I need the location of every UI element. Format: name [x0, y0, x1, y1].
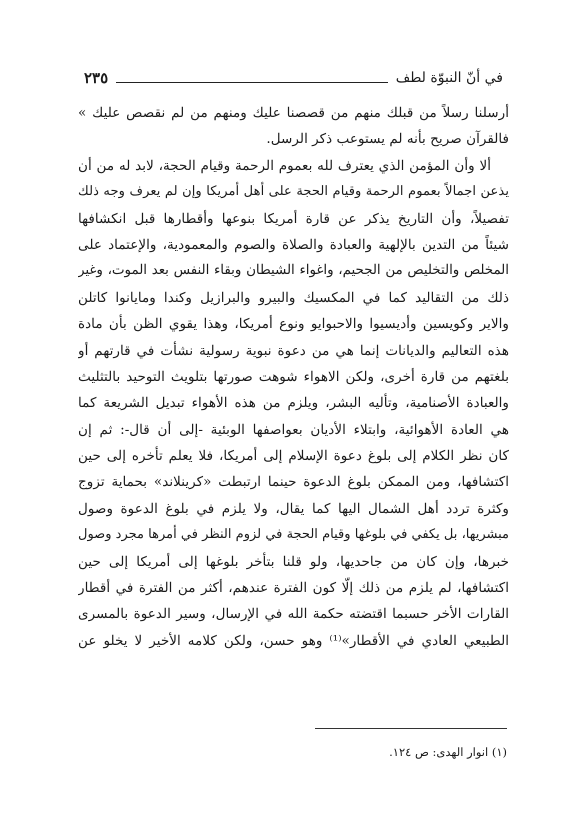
text-line: والعبادة الأصنامية، وتأليه البشر، ويلزم من هذه الأهواء تبديل الشريعة كما — [78, 395, 509, 412]
header-rule — [116, 82, 388, 83]
text-line: تفصيلاً، وأن التاريخ يذكر عن قارة أمريكا بنوعها وأقطارها قبل انكشافها — [78, 210, 509, 227]
text-line: مبشريها، بل يكفي في بلوغها وقيام الحجة في لزوم النظر في أمرها مجرد وصول — [78, 527, 509, 543]
footnote: (١) انوار الهدى: ص ١٢٤. — [389, 745, 507, 759]
text-line: هي العادة الأهوائية، وابتلاء الأديان بعواصفها الوبئية -إلى أن قال-: ثم إن — [78, 421, 509, 438]
text-line: اكتشافها، ومن الممكن بلوغ الدعوة حينما ارتبطت «كرينلاند» بحماية تزوج — [78, 474, 509, 491]
running-header — [84, 66, 503, 90]
text-line: اكتشافها، لم يلزم من ذلك إلّا كون الفترة عندهم، أكثر من الفترة في أقطار — [78, 580, 509, 597]
text-line: يذعن اجمالاً بعموم الرحمة وقيام الحجة على أهل أمريكا وإن لم يعرف وجه ذلك — [78, 184, 509, 200]
text-line: بلغتهم من قارة أخرى، ولكن الاهواء شوهت صورتها بتلويث التوحيد بالتثليث — [78, 368, 509, 385]
text-line: ألا وأن المؤمن الذي يعترف لله بعموم الرحمة وقيام الحجة، لابد له من أن — [78, 157, 491, 174]
text-line: القارات الأخر حسبما اقتضته حكمة الله في الإرسال، وسير الدعوة بالمسرى — [78, 606, 509, 623]
text-line: شيئاً من التدين بالإلهية والعبادة والصلاة والصوم والمعمودية، والإعتماد على — [78, 236, 509, 253]
footnote-separator — [315, 728, 507, 729]
body-text — [78, 100, 509, 654]
text-line: ذلك من التقاليد كما في المكسيك والبيرو والبرازيل وكندا ومايانوا كاتلن — [78, 289, 509, 306]
text-line: أرسلنا رسلاً من قبلك منهم من قصصنا عليك ومنهم من لم نقصص عليك » — [78, 105, 509, 121]
text-line: والاير وكويسين وأديسيوا والاحبوايو ونوع أمريكا، وهذا يقوي الظن بأن مادة — [78, 316, 509, 333]
text-line: الطبيعي العادي في الأقطار»⁽¹⁾ وهو حسن، ولكن كلامه الأخير لا يخلو عن — [78, 632, 509, 649]
page-number: ٢٣٥ — [84, 69, 109, 87]
text-line: هذه التعاليم والديانات إنما هي من دعوة نبوية رسولية نشأت في قارتهم أو — [78, 342, 509, 359]
running-header-title: في أنّ النبوّة لطف — [395, 70, 503, 86]
text-line: المخلص والتخليص من الجحيم، واغواء الشيطان وبقاء النفس بعد الموت، وغير — [78, 263, 509, 279]
text-line: خبرها، وإن كان من جاحديها، ولو قلنا بتأخر بلوغها إلى أمريكا إلى حين — [78, 553, 509, 570]
text-line: فالقرآن صريح بأنه لم يستوعب ذكر الرسل. — [266, 131, 509, 148]
text-line: كان نظر الكلام إلى بلوغ دعوة الإسلام إلى أمريكا، فلا يعلم تأخره إلى حين — [78, 448, 509, 465]
text-line: وكثرة تردد أهل الشمال اليها كما يقال، ولا يلزم في بلوغ الدعوة وصول — [78, 500, 509, 517]
